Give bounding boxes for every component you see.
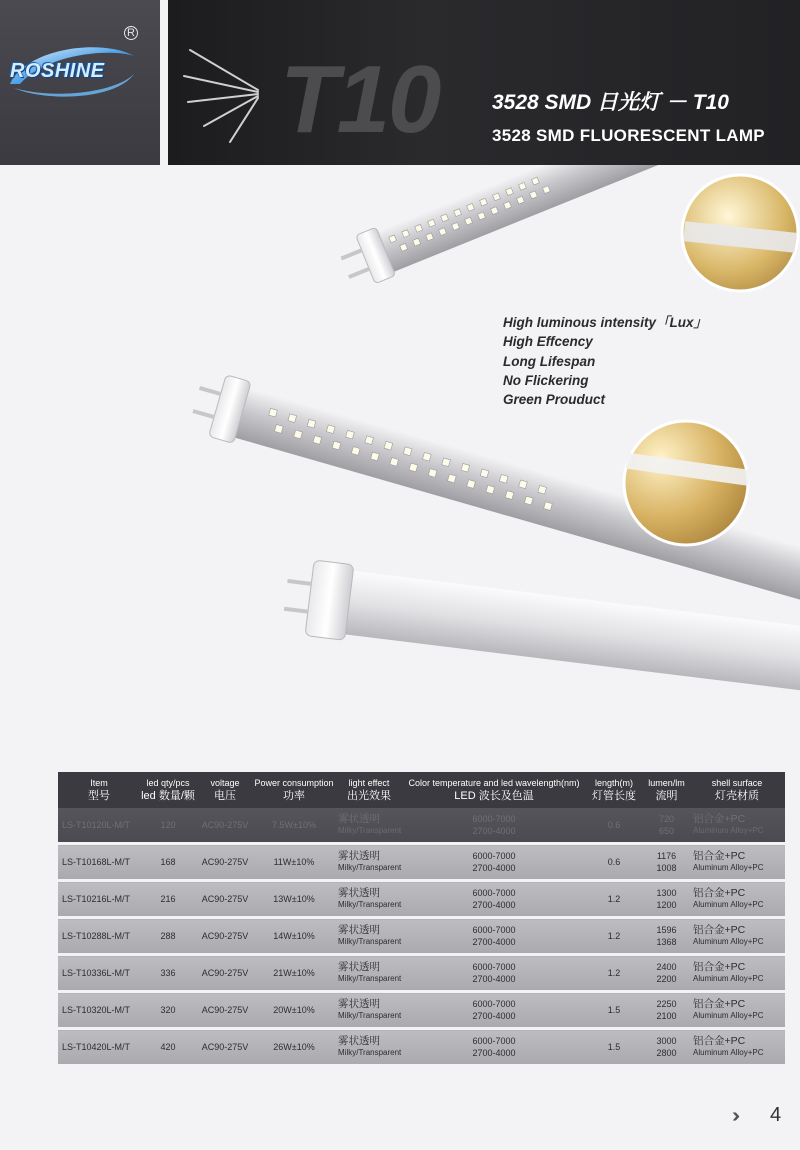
light-rays-icon (180, 30, 270, 150)
cell-length: 1.5 (584, 992, 644, 1029)
product-photo (0, 165, 800, 765)
logo-text: ROSHINE (10, 60, 105, 82)
cell-cct (404, 881, 584, 918)
lumen-warm: 650 (658, 826, 675, 836)
cell-power: 13W±10% (254, 881, 334, 918)
cell-qty: 120 (140, 808, 196, 844)
cell-voltage: AC90-275V (196, 992, 254, 1029)
effect-zh: 雾状透明 (338, 961, 380, 973)
page-title: 3528 SMD 日光灯 － T10 (492, 91, 729, 114)
lumen-cool: 3000 (656, 1036, 677, 1046)
effect-zh: 雾状透明 (338, 850, 380, 862)
cell-model: LS-T10168L-M/T (58, 844, 140, 881)
cct-cool: 6000-7000 (472, 851, 516, 861)
cell-shell (689, 881, 785, 918)
feature-item: Long Lifespan (503, 353, 596, 369)
cct-warm: 2700-4000 (472, 826, 516, 836)
cell-model: LS-T10216L-M/T (58, 881, 140, 918)
effect-zh: 雾状透明 (338, 887, 380, 899)
lumen-warm: 2200 (656, 974, 677, 984)
cct-warm: 2700-4000 (472, 937, 516, 947)
cell-qty: 336 (140, 955, 196, 992)
cell-length: 1.2 (584, 918, 644, 955)
cct-cool: 6000-7000 (472, 888, 516, 898)
table-row (58, 808, 785, 844)
col-header-item: Item 型号 (58, 772, 140, 808)
cell-length: 1.2 (584, 881, 644, 918)
lumen-cool: 1596 (656, 925, 677, 935)
shell-en: Aluminum Alloy+PC (693, 900, 764, 909)
feature-item: High luminous intensity「Lux」 (503, 315, 708, 330)
lumen-cool: 1176 (656, 851, 677, 861)
feature-item: High Effcency (503, 334, 593, 350)
effect-zh: 雾状透明 (338, 813, 380, 825)
chevron-right-icon: ››› (732, 1105, 734, 1127)
shell-en: Aluminum Alloy+PC (693, 1048, 764, 1057)
effect-en: Milky/Transparent (338, 1011, 402, 1020)
cell-length: 1.2 (584, 955, 644, 992)
shell-en: Aluminum Alloy+PC (693, 974, 764, 983)
cell-cct (404, 918, 584, 955)
cell-power: 20W±10% (254, 992, 334, 1029)
cell-effect (334, 1029, 404, 1066)
col-header-effect: light effect 出光效果 (334, 772, 404, 808)
cell-cct (404, 844, 584, 881)
cell-effect (334, 992, 404, 1029)
cell-lumen (644, 844, 689, 881)
cell-lumen (644, 1029, 689, 1066)
cell-voltage: AC90-275V (196, 1029, 254, 1066)
cell-lumen (644, 881, 689, 918)
cell-voltage: AC90-275V (196, 881, 254, 918)
effect-zh: 雾状透明 (338, 1035, 380, 1047)
cct-warm: 2700-4000 (472, 974, 516, 984)
shell-zh: 铝合金+PC (693, 850, 746, 862)
shell-zh: 铝合金+PC (693, 1035, 746, 1047)
effect-en: Milky/Transparent (338, 974, 402, 983)
col-header-shell: shell surface 灯壳材质 (689, 772, 785, 808)
effect-en: Milky/Transparent (338, 900, 402, 909)
cell-effect (334, 918, 404, 955)
cell-voltage: AC90-275V (196, 918, 254, 955)
feature-item: Green Prouduct (503, 392, 606, 408)
cell-model: LS-T10288L-M/T (58, 918, 140, 955)
cct-cool: 6000-7000 (472, 962, 516, 972)
col-header-lumen: lumen/lm 流明 (644, 772, 689, 808)
cell-qty: 288 (140, 918, 196, 955)
col-header-qty: led qty/pcs led 数量/颗 (140, 772, 196, 808)
warm-light-inset-2 (624, 421, 750, 545)
spec-table (58, 772, 785, 1067)
cell-model: LS-T10320L-M/T (58, 992, 140, 1029)
cell-power: 7.5W±10% (254, 808, 334, 844)
table-row (58, 955, 785, 992)
table-row (58, 844, 785, 881)
cell-lumen (644, 918, 689, 955)
table-row (58, 881, 785, 918)
effect-en: Milky/Transparent (338, 826, 402, 835)
lumen-cool: 720 (658, 814, 675, 824)
cct-warm: 2700-4000 (472, 1011, 516, 1021)
cct-warm: 2700-4000 (472, 900, 516, 910)
cell-voltage: AC90-275V (196, 955, 254, 992)
cell-shell (689, 992, 785, 1029)
cell-lumen (644, 992, 689, 1029)
feature-item: No Flickering (503, 372, 589, 388)
shell-zh: 铝合金+PC (693, 924, 746, 936)
cell-model: LS-T10420L-M/T (58, 1029, 140, 1066)
table-row (58, 992, 785, 1029)
cct-warm: 2700-4000 (472, 1048, 516, 1058)
table-header-row (58, 772, 785, 808)
lumen-warm: 1368 (656, 937, 677, 947)
effect-zh: 雾状透明 (338, 998, 380, 1010)
col-header-cct: Color temperature and led wavelength(nm) LED 波长及色温 (404, 772, 584, 808)
shell-zh: 铝合金+PC (693, 887, 746, 899)
col-header-voltage: voltage 电压 (196, 772, 254, 808)
col-header-length: length(m) 灯管长度 (584, 772, 644, 808)
cell-cct (404, 992, 584, 1029)
shell-zh: 铝合金+PC (693, 813, 746, 825)
cell-voltage: AC90-275V (196, 844, 254, 881)
cct-cool: 6000-7000 (472, 814, 516, 824)
lumen-cool: 2400 (656, 962, 677, 972)
cct-cool: 6000-7000 (472, 1036, 516, 1046)
cell-shell (689, 918, 785, 955)
shell-en: Aluminum Alloy+PC (693, 826, 764, 835)
lumen-warm: 2800 (656, 1048, 677, 1058)
shell-en: Aluminum Alloy+PC (693, 863, 764, 872)
page-number: 4 (770, 1104, 782, 1126)
cell-cct (404, 1029, 584, 1066)
cell-qty: 216 (140, 881, 196, 918)
shell-en: Aluminum Alloy+PC (693, 1011, 764, 1020)
effect-en: Milky/Transparent (338, 1048, 402, 1057)
cell-qty: 420 (140, 1029, 196, 1066)
model-watermark: T10 (280, 46, 440, 153)
cell-model: LS-T10120L-M/T (58, 808, 140, 844)
shell-zh: 铝合金+PC (693, 998, 746, 1010)
logo-panel (0, 0, 160, 165)
cell-effect (334, 808, 404, 844)
table-row (58, 1029, 785, 1066)
cell-effect (334, 881, 404, 918)
lumen-warm: 1200 (656, 900, 677, 910)
cell-shell (689, 844, 785, 881)
cell-power: 11W±10% (254, 844, 334, 881)
cell-lumen (644, 955, 689, 992)
lumen-cool: 2250 (656, 999, 677, 1009)
cell-cct (404, 955, 584, 992)
shell-en: Aluminum Alloy+PC (693, 937, 764, 946)
effect-zh: 雾状透明 (338, 924, 380, 936)
cell-shell (689, 955, 785, 992)
page-subtitle: 3528 SMD FLUORESCENT LAMP (492, 126, 765, 145)
lumen-warm: 1008 (656, 863, 677, 873)
effect-en: Milky/Transparent (338, 863, 402, 872)
cct-cool: 6000-7000 (472, 925, 516, 935)
cell-effect (334, 844, 404, 881)
cell-length: 1.5 (584, 1029, 644, 1066)
cell-shell (689, 808, 785, 844)
cell-power: 21W±10% (254, 955, 334, 992)
warm-light-inset-1 (682, 175, 798, 291)
cell-length: 0.6 (584, 844, 644, 881)
feature-list (503, 313, 707, 409)
cell-model: LS-T10336L-M/T (58, 955, 140, 992)
shell-zh: 铝合金+PC (693, 961, 746, 973)
table-row (58, 918, 785, 955)
cell-power: 26W±10% (254, 1029, 334, 1066)
cell-power: 14W±10% (254, 918, 334, 955)
cell-lumen (644, 808, 689, 844)
cell-shell (689, 1029, 785, 1066)
cct-warm: 2700-4000 (472, 863, 516, 873)
lumen-cool: 1300 (656, 888, 677, 898)
col-header-power: Power consumption 功率 (254, 772, 334, 808)
registered-mark: R (124, 26, 138, 40)
cell-voltage: AC90-275V (196, 808, 254, 844)
lumen-warm: 2100 (656, 1011, 677, 1021)
cell-qty: 320 (140, 992, 196, 1029)
cell-qty: 168 (140, 844, 196, 881)
cell-cct (404, 808, 584, 844)
cell-effect (334, 955, 404, 992)
cct-cool: 6000-7000 (472, 999, 516, 1009)
cell-length: 0.6 (584, 808, 644, 844)
effect-en: Milky/Transparent (338, 937, 402, 946)
